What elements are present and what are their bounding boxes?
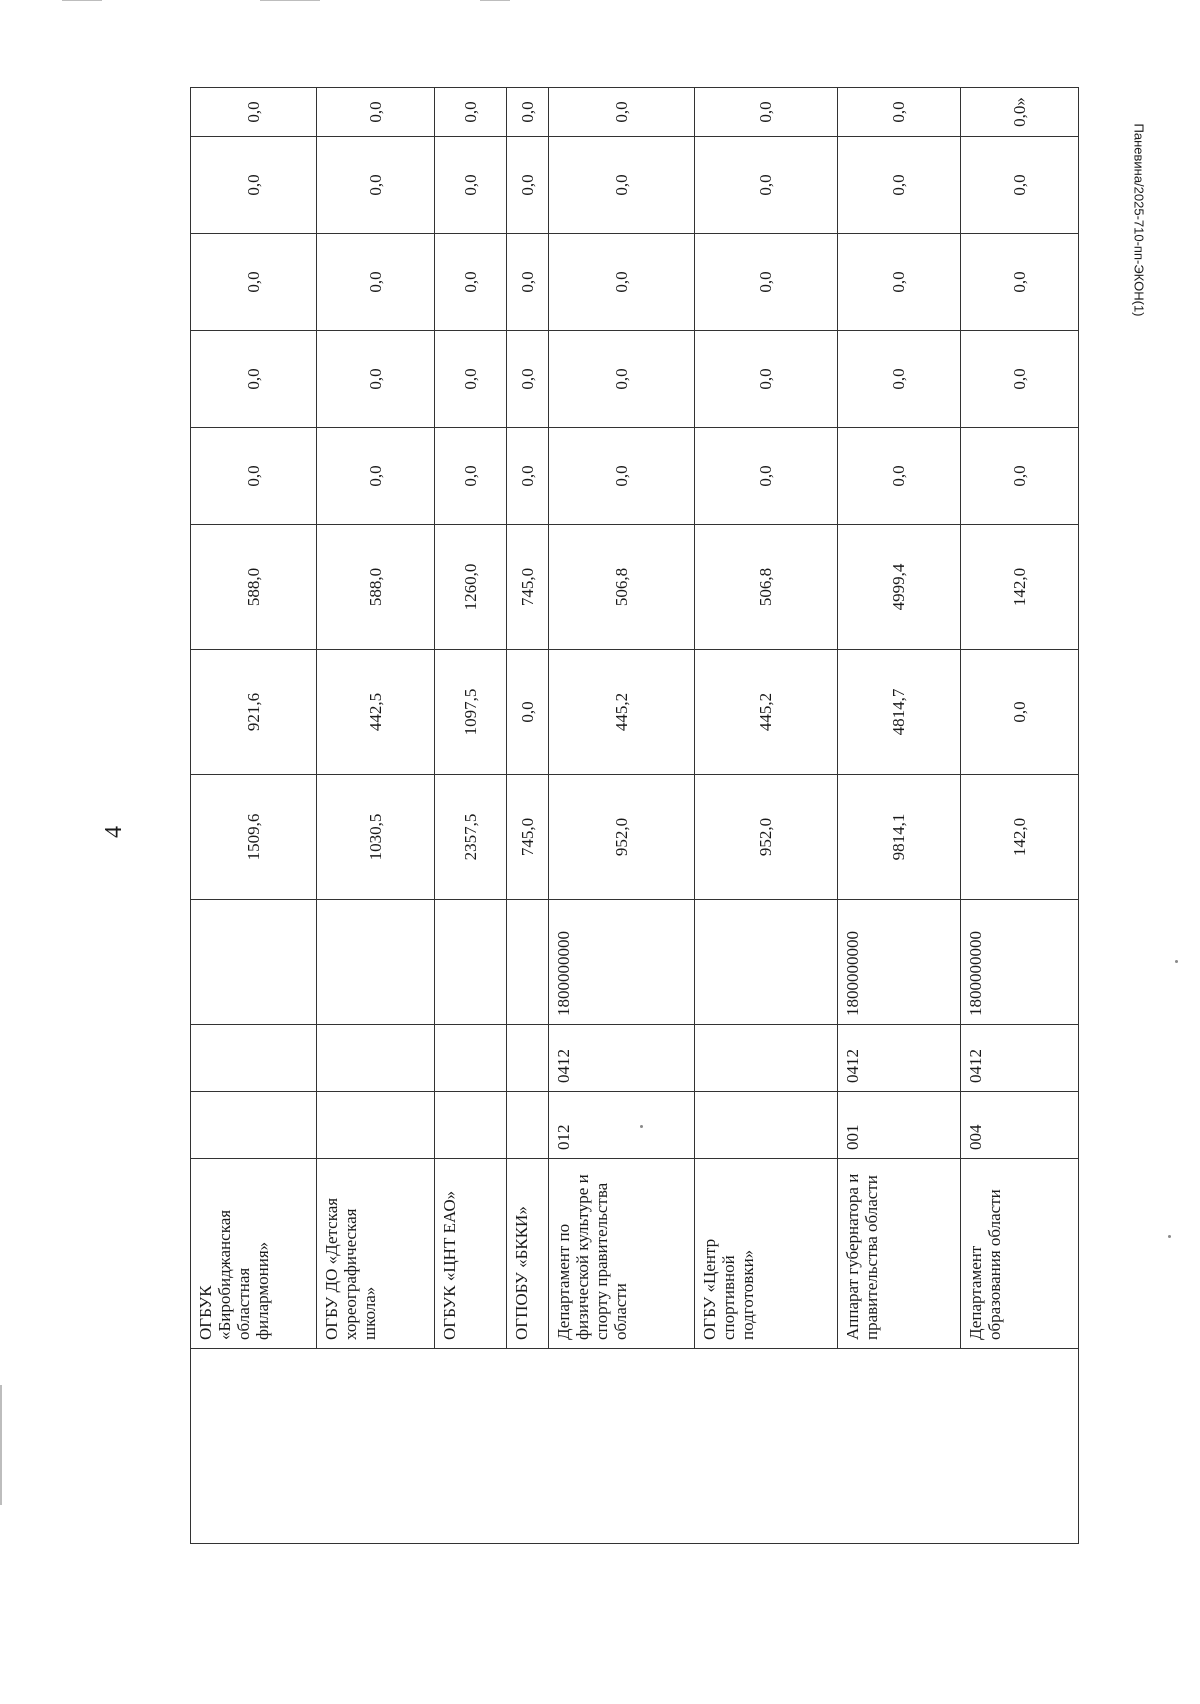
value-cell: 1097,5: [435, 650, 507, 775]
value-cell: 0,0: [549, 137, 695, 234]
value-cell: 2357,5: [435, 775, 507, 900]
table-row: [549, 88, 695, 1544]
value-cell: 0,0: [961, 137, 1079, 234]
section-cell: [317, 1025, 435, 1092]
value-cell: 0,0: [191, 137, 317, 234]
value-cell: 0,0: [317, 428, 435, 525]
scan-dot: [1168, 1235, 1171, 1238]
scan-edge-line: [480, 0, 510, 1]
value-cell: 4814,7: [838, 650, 961, 775]
page-number: 4: [101, 826, 127, 838]
section-cell: [507, 1025, 549, 1092]
code-cell: [435, 1092, 507, 1159]
budget-allocation-table: [190, 87, 1079, 1544]
value-cell: 0,0: [507, 88, 549, 137]
value-cell: 0,0: [507, 331, 549, 428]
value-cell: 0,0: [549, 234, 695, 331]
organization-name-cell: ОГБУ ДО «Детская хореографическая школа»: [317, 1159, 435, 1349]
value-cell: 0,0: [435, 88, 507, 137]
code-cell: [695, 1092, 838, 1159]
target-code-cell: [695, 900, 838, 1025]
value-cell: 745,0: [507, 525, 549, 650]
section-cell: 0412: [838, 1025, 961, 1092]
value-cell: 0,0: [435, 331, 507, 428]
value-cell: 0,0»: [961, 88, 1079, 137]
value-cell: 0,0: [317, 234, 435, 331]
organization-name-cell: ОГБУК «Биробиджанская областная филармония»: [191, 1159, 317, 1349]
table-row: [191, 88, 317, 1544]
table-row: [695, 88, 838, 1544]
value-cell: 0,0: [695, 428, 838, 525]
value-cell: 0,0: [549, 88, 695, 137]
value-cell: 0,0: [191, 331, 317, 428]
organization-name-cell: Департамент образования области: [961, 1159, 1079, 1349]
value-cell: 0,0: [961, 428, 1079, 525]
scan-edge-line: [260, 0, 320, 1]
value-cell: 0,0: [549, 331, 695, 428]
section-cell: [695, 1025, 838, 1092]
value-cell: 952,0: [695, 775, 838, 900]
organization-name-cell: Аппарат губернатора и правительства области: [838, 1159, 961, 1349]
section-cell: 0412: [549, 1025, 695, 1092]
budget-table-frame: [190, 88, 1078, 1544]
value-cell: 0,0: [695, 88, 838, 137]
footer-document-code: Паневина/2025-710-пп-ЭКОН(1): [1131, 123, 1147, 317]
table-row: [317, 88, 435, 1544]
value-cell: 588,0: [191, 525, 317, 650]
value-cell: 0,0: [191, 428, 317, 525]
code-cell: 004: [961, 1092, 1079, 1159]
value-cell: 445,2: [549, 650, 695, 775]
value-cell: 0,0: [695, 331, 838, 428]
target-code-cell: [507, 900, 549, 1025]
value-cell: 0,0: [317, 331, 435, 428]
value-cell: 1509,6: [191, 775, 317, 900]
value-cell: 0,0: [435, 234, 507, 331]
value-cell: 0,0: [838, 234, 961, 331]
section-cell: [435, 1025, 507, 1092]
blank-cell: [191, 1349, 1079, 1544]
value-cell: 0,0: [435, 137, 507, 234]
value-cell: 0,0: [961, 650, 1079, 775]
value-cell: 0,0: [961, 234, 1079, 331]
table-row: [507, 88, 549, 1544]
section-cell: 0412: [961, 1025, 1079, 1092]
value-cell: 0,0: [317, 137, 435, 234]
value-cell: 442,5: [317, 650, 435, 775]
value-cell: 0,0: [695, 137, 838, 234]
value-cell: 588,0: [317, 525, 435, 650]
value-cell: 506,8: [549, 525, 695, 650]
value-cell: 445,2: [695, 650, 838, 775]
value-cell: 506,8: [695, 525, 838, 650]
scan-edge-line: [62, 0, 102, 1]
value-cell: 0,0: [549, 428, 695, 525]
code-cell: [191, 1092, 317, 1159]
value-cell: 1260,0: [435, 525, 507, 650]
organization-name-cell: ОГПОБУ «БККИ»: [507, 1159, 549, 1349]
table-row: [838, 88, 961, 1544]
value-cell: 4999,4: [838, 525, 961, 650]
scan-edge-line: [0, 1385, 2, 1505]
value-cell: 0,0: [961, 331, 1079, 428]
value-cell: 745,0: [507, 775, 549, 900]
value-cell: 0,0: [507, 137, 549, 234]
value-cell: 0,0: [317, 88, 435, 137]
code-cell: [507, 1092, 549, 1159]
code-cell: [317, 1092, 435, 1159]
scan-dot: [1175, 960, 1178, 963]
target-code-cell: 1800000000: [838, 900, 961, 1025]
target-code-cell: [191, 900, 317, 1025]
table-row: [961, 88, 1079, 1544]
table-row: [435, 88, 507, 1544]
section-cell: [191, 1025, 317, 1092]
target-code-cell: 1800000000: [961, 900, 1079, 1025]
code-cell: 001: [838, 1092, 961, 1159]
organization-name-cell: ОГБУК «ЦНТ ЕАО»: [435, 1159, 507, 1349]
value-cell: 921,6: [191, 650, 317, 775]
organization-name-cell: ОГБУ «Центр спортивной подготовки»: [695, 1159, 838, 1349]
value-cell: 0,0: [838, 428, 961, 525]
value-cell: 0,0: [507, 428, 549, 525]
value-cell: 0,0: [695, 234, 838, 331]
value-cell: 0,0: [435, 428, 507, 525]
value-cell: 0,0: [507, 650, 549, 775]
value-cell: 0,0: [507, 234, 549, 331]
value-cell: 952,0: [549, 775, 695, 900]
value-cell: 9814,1: [838, 775, 961, 900]
value-cell: 142,0: [961, 525, 1079, 650]
value-cell: 0,0: [191, 234, 317, 331]
value-cell: 142,0: [961, 775, 1079, 900]
target-code-cell: [317, 900, 435, 1025]
target-code-cell: 1800000000: [549, 900, 695, 1025]
target-code-cell: [435, 900, 507, 1025]
value-cell: 0,0: [838, 331, 961, 428]
value-cell: 0,0: [838, 88, 961, 137]
value-cell: 1030,5: [317, 775, 435, 900]
value-cell: 0,0: [191, 88, 317, 137]
organization-name-cell: Департамент по физической культуре и спорту правительства области: [549, 1159, 695, 1349]
code-cell: 012: [549, 1092, 695, 1159]
value-cell: 0,0: [838, 137, 961, 234]
